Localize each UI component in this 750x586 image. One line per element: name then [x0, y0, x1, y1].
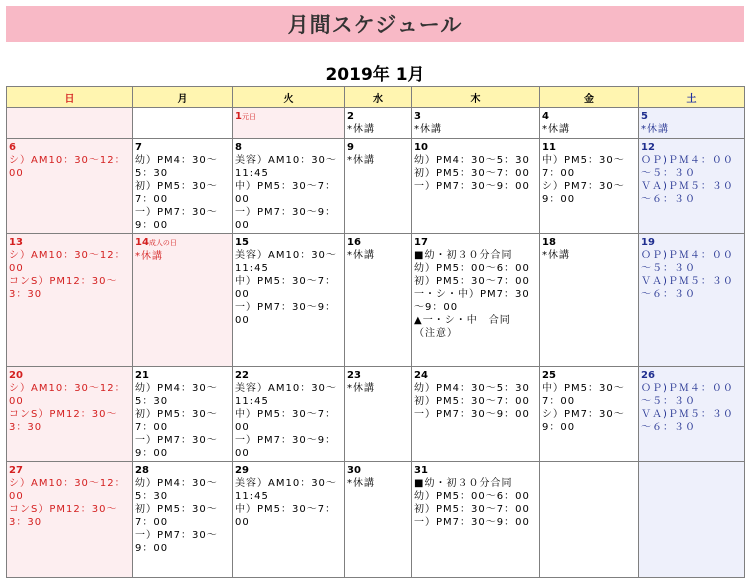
day-number: 28: [135, 465, 149, 476]
weekday-tue: 火: [233, 87, 345, 108]
week-row: [7, 462, 745, 578]
day-number: 20: [9, 370, 23, 381]
day-number: 8: [235, 142, 242, 153]
day-cell: [133, 139, 233, 234]
schedule-entry: シ）AM10：30～12：00: [9, 478, 126, 502]
day-cell: [540, 367, 639, 462]
schedule-entry: *休講: [347, 250, 375, 261]
schedule-entry: 一）PM7：30～9：00: [414, 517, 530, 528]
day-number: 19: [641, 237, 655, 248]
schedule-entry: ＶＡ)ＰＭ５：３０～６：３０: [641, 409, 734, 433]
day-cell: [7, 462, 133, 578]
day-cell: [540, 462, 639, 578]
schedule-entry: 初）PM5：30～7：00: [414, 168, 530, 179]
schedule-entry: 幼）PM4：30～5：30: [414, 155, 530, 166]
schedule-entry: コンS）PM12：30～3：30: [9, 276, 118, 300]
day-number: 5: [641, 111, 648, 122]
schedule-entry: 中）PM5：30～7：00: [235, 181, 337, 205]
holiday-name: 元日: [241, 113, 256, 121]
weekday-wed: 水: [345, 87, 412, 108]
schedule-entry: *休講: [347, 155, 375, 166]
weekday-sun: 日: [7, 87, 133, 108]
calendar-table: [6, 86, 745, 578]
schedule-entry: シ）AM10：30～12：00: [9, 155, 126, 179]
month-title: 2019年 1月: [325, 65, 425, 85]
day-cell: [233, 108, 345, 139]
schedule-entry: 一）PM7：30～9：00: [414, 409, 530, 420]
day-number: 3: [414, 111, 421, 122]
day-number: 7: [135, 142, 142, 153]
schedule-entry: *休講: [542, 250, 570, 261]
week-row: [7, 139, 745, 234]
schedule-entry: 一）PM7：30～9：00: [135, 207, 218, 231]
day-cell: [345, 234, 412, 367]
day-cell: [233, 462, 345, 578]
day-cell: [7, 108, 133, 139]
schedule-entry: ＯＰ)ＰＭ４：００～５：３０: [641, 250, 734, 274]
schedule-entry: *休講: [542, 124, 570, 135]
schedule-entry: 幼）PM4：30～5：30: [135, 155, 218, 179]
schedule-entry: 一）PM7：30～9：00: [135, 435, 218, 459]
schedule-entry: ▲一・シ・中 合同: [414, 315, 511, 326]
day-number: 17: [414, 237, 428, 248]
schedule-entry: 幼）PM5：00～6：00: [414, 491, 530, 502]
schedule-entry: 中）PM5：30～7：00: [235, 276, 337, 300]
day-cell: [133, 462, 233, 578]
schedule-entry: 美容）AM10：30～11:45: [235, 383, 337, 407]
day-number: 26: [641, 370, 655, 381]
day-number: 11: [542, 142, 556, 153]
day-cell: [639, 462, 745, 578]
schedule-entry: 初）PM5：30～7：00: [135, 181, 218, 205]
day-cell: [345, 367, 412, 462]
day-number: 14: [135, 237, 149, 248]
schedule-entry: ■幼・初３０分合同: [414, 478, 513, 489]
schedule-entry: *休講: [347, 124, 375, 135]
week-row: [7, 108, 745, 139]
day-cell: [540, 139, 639, 234]
schedule-entry: （注意）: [414, 328, 458, 339]
schedule-entry: *休講: [347, 478, 375, 489]
schedule-entry: 中）PM5：30～7：00: [542, 155, 625, 179]
day-number: 23: [347, 370, 361, 381]
schedule-entry: ＶＡ)ＰＭ５：３０～６：３０: [641, 181, 734, 205]
schedule-entry: ＯＰ)ＰＭ４：００～５：３０: [641, 383, 734, 407]
day-cell: [7, 139, 133, 234]
schedule-entry: 初）PM5：30～7：00: [414, 276, 530, 287]
day-number: 27: [9, 465, 23, 476]
day-number: 1: [235, 111, 242, 122]
day-cell: [639, 108, 745, 139]
weekday-fri: 金: [540, 87, 639, 108]
day-number: 25: [542, 370, 556, 381]
day-cell: [233, 367, 345, 462]
schedule-entry: *休講: [135, 251, 163, 262]
day-cell: [412, 367, 540, 462]
day-number: 9: [347, 142, 354, 153]
day-number: 22: [235, 370, 249, 381]
page-title: 月間スケジュール: [287, 13, 463, 37]
day-cell: [412, 462, 540, 578]
day-number: 12: [641, 142, 655, 153]
day-cell: [639, 367, 745, 462]
schedule-entry: ＶＡ)ＰＭ５：３０～６：３０: [641, 276, 734, 300]
schedule-entry: コンS）PM12：30～3：30: [9, 504, 118, 528]
day-number: 16: [347, 237, 361, 248]
day-cell: [345, 139, 412, 234]
schedule-entry: 初）PM5：30～7：00: [414, 504, 530, 515]
schedule-entry: 幼）PM5：00～6：00: [414, 263, 530, 274]
day-cell: [412, 108, 540, 139]
schedule-entry: 一）PM7：30～9：00: [235, 207, 337, 231]
day-number: 21: [135, 370, 149, 381]
day-number: 29: [235, 465, 249, 476]
week-row: [7, 234, 745, 367]
schedule-entry: 初）PM5：30～7：00: [414, 396, 530, 407]
day-number: 30: [347, 465, 361, 476]
schedule-entry: 幼）PM4：30～5：30: [135, 383, 218, 407]
day-cell: [639, 234, 745, 367]
schedule-entry: 美容）AM10：30～11:45: [235, 250, 337, 274]
day-number: 18: [542, 237, 556, 248]
day-cell: [412, 234, 540, 367]
schedule-entry: ＯＰ)ＰＭ４：００～５：３０: [641, 155, 734, 179]
schedule-entry: 幼）PM4：30～5：30: [135, 478, 218, 502]
schedule-entry: 初）PM5：30～7：00: [135, 409, 218, 433]
day-cell: [345, 462, 412, 578]
schedule-entry: 初）PM5：30～7：00: [135, 504, 218, 528]
day-number: 24: [414, 370, 428, 381]
title-bar: [6, 6, 744, 42]
weekday-header-row: [7, 87, 745, 108]
schedule-entry: *休講: [414, 124, 442, 135]
day-cell: [233, 139, 345, 234]
weekday-sat: 土: [639, 87, 745, 108]
day-cell: [233, 234, 345, 367]
day-cell: [639, 139, 745, 234]
schedule-entry: シ）PM7：30～9：00: [542, 181, 625, 205]
day-cell: [7, 367, 133, 462]
schedule-entry: 幼）PM4：30～5：30: [414, 383, 530, 394]
schedule-entry: 中）PM5：30～7：00: [235, 504, 337, 528]
day-number: 31: [414, 465, 428, 476]
holiday-name: 成人の日: [148, 239, 177, 247]
schedule-entry: 一）PM7：30～9：00: [235, 435, 337, 459]
schedule-entry: シ）AM10：30～12：00: [9, 250, 126, 274]
schedule-entry: ■幼・初３０分合同: [414, 250, 513, 261]
day-cell: [133, 367, 233, 462]
day-cell: [133, 108, 233, 139]
schedule-entry: 中）PM5：30～7：00: [235, 409, 337, 433]
day-number: 2: [347, 111, 354, 122]
schedule-entry: シ）AM10：30～12：00: [9, 383, 126, 407]
schedule-entry: *休講: [641, 124, 669, 135]
week-row: [7, 367, 745, 462]
day-number: 10: [414, 142, 428, 153]
schedule-entry: 美容）AM10：30～11:45: [235, 155, 337, 179]
schedule-entry: コンS）PM12：30～3：30: [9, 409, 118, 433]
day-number: 13: [9, 237, 23, 248]
schedule-entry: 中）PM5：30～7：00: [542, 383, 625, 407]
schedule-entry: 一・シ・中）PM7：30～9：00: [414, 289, 530, 313]
schedule-entry: 一）PM7：30～9：00: [135, 530, 218, 554]
weekday-mon: 月: [133, 87, 233, 108]
weekday-thu: 木: [412, 87, 540, 108]
day-number: 15: [235, 237, 249, 248]
day-cell: [7, 234, 133, 367]
day-number: 4: [542, 111, 549, 122]
schedule-entry: シ）PM7：30～9：00: [542, 409, 625, 433]
day-cell: [540, 108, 639, 139]
day-number: 6: [9, 142, 16, 153]
schedule-entry: 一）PM7：30～9：00: [414, 181, 530, 192]
schedule-entry: 一）PM7：30～9：00: [235, 302, 337, 326]
day-cell: [133, 234, 233, 367]
day-cell: [345, 108, 412, 139]
schedule-entry: *休講: [347, 383, 375, 394]
day-cell: [412, 139, 540, 234]
schedule-entry: 美容）AM10：30～11:45: [235, 478, 337, 502]
day-cell: [540, 234, 639, 367]
